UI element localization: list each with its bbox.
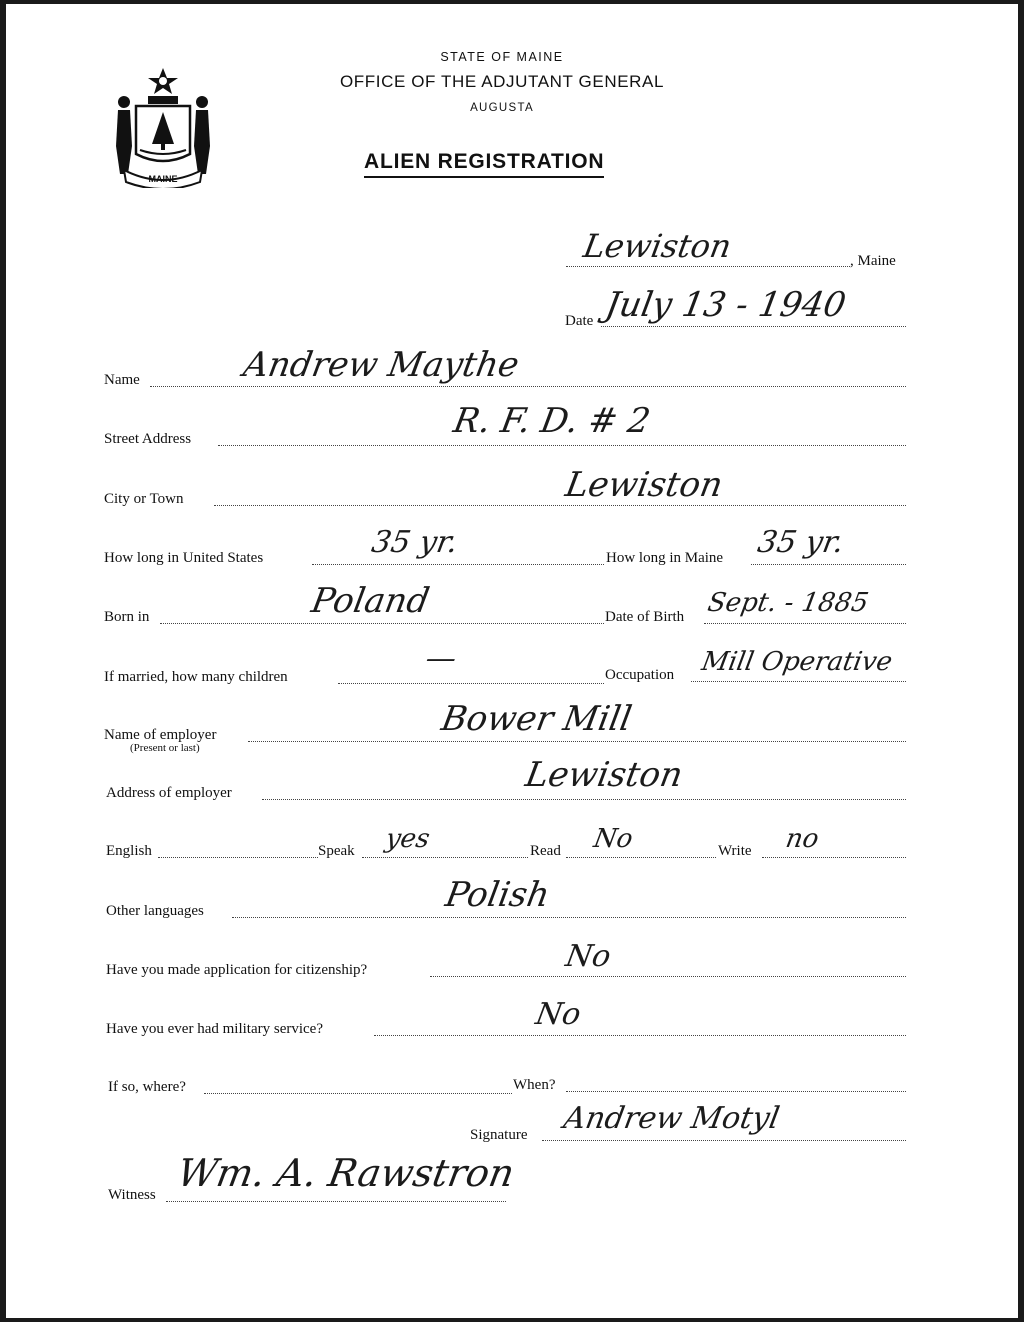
employer-value: Bower Mill	[438, 699, 635, 739]
street-line	[218, 445, 906, 446]
employer-line	[248, 741, 906, 742]
witness-label: Witness	[108, 1187, 156, 1203]
signature-value: Andrew Motyl	[561, 1101, 783, 1136]
maine-time-value: 35 yr.	[755, 525, 847, 560]
signature-line	[542, 1140, 906, 1141]
dob-label: Date of Birth	[605, 609, 685, 625]
where-label: If so, where?	[108, 1079, 186, 1095]
english-label: English	[106, 843, 152, 859]
children-line	[338, 683, 604, 684]
signature-label: Signature	[470, 1127, 528, 1143]
employer-sublabel: (Present or last)	[130, 742, 200, 754]
name-label: Name	[104, 372, 140, 388]
read-line	[566, 857, 716, 858]
us-time-value: 35 yr.	[369, 525, 461, 560]
date-line	[601, 326, 906, 327]
name-value: Andrew Maythe	[240, 345, 523, 385]
born-label: Born in	[104, 609, 150, 625]
employer-address-line	[262, 799, 906, 800]
street-label: Street Address	[104, 431, 192, 447]
city-line	[214, 505, 906, 506]
header-office: OFFICE OF THE ADJUTANT GENERAL	[339, 72, 665, 91]
other-languages-value: Polish	[442, 875, 553, 915]
name-line	[150, 386, 906, 387]
dob-line	[704, 623, 906, 624]
write-line	[762, 857, 906, 858]
born-line	[160, 623, 604, 624]
other-languages-line	[232, 917, 906, 918]
employer-address-value: Lewiston	[522, 755, 686, 795]
maine-label: , Maine	[850, 253, 896, 269]
children-label: If married, how many children	[104, 669, 288, 685]
witness-value: Wm. A. Rawstron	[174, 1151, 518, 1195]
employer-address-label: Address of employer	[106, 785, 232, 801]
where-line	[204, 1093, 512, 1094]
write-value: no	[783, 824, 822, 854]
born-value: Poland	[308, 581, 433, 621]
city-value: Lewiston	[562, 465, 726, 505]
citizenship-value: No	[563, 939, 614, 974]
when-line	[566, 1091, 906, 1092]
military-value: No	[533, 997, 584, 1032]
military-label: Have you ever had military service?	[106, 1021, 323, 1037]
speak-line	[362, 857, 528, 858]
speak-value: yes	[383, 824, 433, 854]
place-value: Lewiston	[580, 227, 735, 265]
occupation-label: Occupation	[605, 667, 675, 683]
citizenship-line	[430, 976, 906, 977]
place-line	[566, 266, 850, 267]
header-city: AUGUSTA	[470, 102, 534, 114]
us-time-label: How long in United States	[104, 550, 264, 566]
read-label: Read	[530, 843, 561, 859]
military-line	[374, 1035, 906, 1036]
witness-line	[166, 1201, 506, 1202]
header-state: STATE OF MAINE	[440, 50, 564, 64]
children-value: —	[423, 641, 460, 676]
maine-time-line	[751, 564, 906, 565]
speak-label: Speak	[318, 843, 355, 859]
when-label: When?	[513, 1077, 556, 1093]
us-time-line	[312, 564, 604, 565]
citizenship-label: Have you made application for citizenship?	[106, 962, 368, 978]
date-label: Date	[565, 313, 594, 329]
street-value: R. F. D. # 2	[450, 401, 654, 441]
registration-form	[6, 4, 1018, 1318]
city-label: City or Town	[104, 491, 184, 507]
read-value: No	[591, 824, 636, 854]
date-value: July 13 - 1940	[602, 285, 849, 325]
occupation-value: Mill Operative	[699, 647, 895, 677]
employer-label: Name of employer	[104, 727, 217, 743]
other-languages-label: Other languages	[106, 903, 204, 919]
maine-time-label: How long in Maine	[606, 550, 724, 566]
form-title: ALIEN REGISTRATION	[364, 150, 604, 178]
english-line	[158, 857, 318, 858]
write-label: Write	[718, 843, 752, 859]
dob-value: Sept. - 1885	[705, 588, 871, 618]
seal-text: MAINE	[148, 174, 178, 184]
occupation-line	[691, 681, 906, 682]
